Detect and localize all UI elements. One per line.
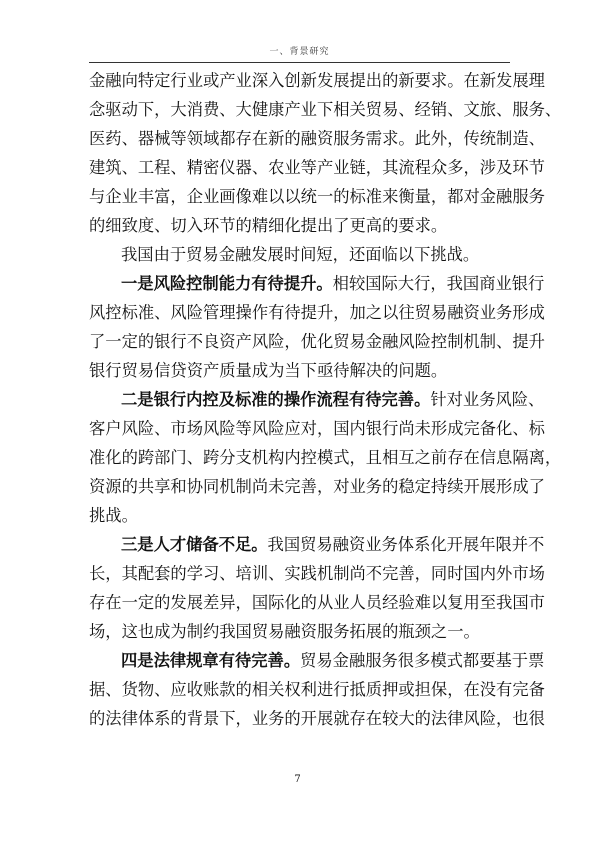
text-line <box>89 327 545 356</box>
text-line <box>89 153 545 182</box>
text-run: 客户风险、市场风险等风险应对，国内银行尚未形成完备化、标 <box>89 419 545 438</box>
text-line <box>89 66 545 95</box>
body-text <box>89 66 562 733</box>
text-run: 我国贸易融资业务体系化开展年限并不 <box>267 535 545 554</box>
text-line <box>89 559 545 588</box>
bold-lead-in: 四是法律规章有待完善。 <box>121 651 301 670</box>
paragraph <box>89 240 515 269</box>
text-line <box>89 617 515 646</box>
text-line <box>89 211 515 240</box>
text-run: 场，这也成为制约我国贸易融资服务拓展的瓶颈之一。 <box>89 622 480 641</box>
text-run: 资源的共享和协同机制尚未完善，对业务的稳定持续开展形成了 <box>89 477 545 496</box>
text-line <box>89 588 545 617</box>
text-run: 与企业丰富，企业画像难以以统一的标准来衡量，都对金融服务 <box>89 187 545 206</box>
text-line <box>89 530 545 559</box>
text-run: 金融向特定行业或产业深入创新发展提出的新要求。在新发展理 <box>89 71 545 90</box>
bold-lead-in: 一是风险控制能力有待提升。 <box>121 274 333 293</box>
text-run: 挑战。 <box>89 506 138 525</box>
text-line <box>89 269 545 298</box>
text-line <box>89 443 562 472</box>
page-number: 7 <box>294 774 301 785</box>
text-line <box>89 124 545 153</box>
text-run: 贸易金融服务很多模式都要基于票 <box>300 651 545 670</box>
text-line <box>89 385 545 414</box>
text-run: 准化的跨部门、跨分支机构内控模式，且相互之前存在信息隔离， <box>89 448 562 467</box>
paragraph <box>89 66 562 240</box>
text-run: 我国由于贸易金融发展时间短，还面临以下挑战。 <box>121 245 480 264</box>
text-run: 银行贸易信贷资产质量成为当下亟待解决的问题。 <box>89 361 448 380</box>
text-line <box>89 414 545 443</box>
running-header: 一、背景研究 <box>269 47 330 57</box>
text-line <box>89 95 562 124</box>
text-run: 针对业务风险、 <box>430 390 545 409</box>
text-run: 念驱动下，大消费、大健康产业下相关贸易、经销、文旅、服务、 <box>89 100 562 119</box>
paragraph <box>89 385 562 530</box>
text-line <box>89 646 545 675</box>
text-line <box>89 675 545 704</box>
bold-lead-in: 三是人才储备不足。 <box>121 535 268 554</box>
text-run: 风控标准、风险管理操作有待提升，加之以往贸易融资业务形成 <box>89 303 545 322</box>
text-run: 建筑、工程、精密仪器、农业等产业链，其流程众多，涉及环节 <box>89 158 545 177</box>
bold-lead-in: 二是银行内控及标准的操作流程有待完善。 <box>121 390 431 409</box>
text-line <box>89 704 545 733</box>
text-line <box>89 501 515 530</box>
text-run: 了一定的银行不良资产风险，优化贸易金融风险控制机制、提升 <box>89 332 545 351</box>
text-run: 的法律体系的背景下，业务的开展就存在较大的法律风险，也很 <box>89 709 545 728</box>
text-line <box>89 182 545 211</box>
text-line <box>89 298 545 327</box>
text-line <box>89 240 515 269</box>
text-line <box>89 472 545 501</box>
text-run: 的细致度、切入环节的精细化提出了更高的要求。 <box>89 216 448 235</box>
text-run: 长，其配套的学习、培训、实践机制尚不完善，同时国内外市场 <box>89 564 545 583</box>
text-run: 存在一定的发展差异，国际化的从业人员经验难以复用至我国市 <box>89 593 545 612</box>
paragraph <box>89 530 545 646</box>
header-rule <box>89 62 510 63</box>
text-run: 据、货物、应收账款的相关权利进行抵质押或担保，在没有完备 <box>89 680 545 699</box>
text-line <box>89 356 515 385</box>
text-run: 医药、器械等领域都存在新的融资服务需求。此外，传统制造、 <box>89 129 545 148</box>
paragraph <box>89 269 545 385</box>
paragraph <box>89 646 545 733</box>
text-run: 相较国际大行，我国商业银行 <box>332 274 545 293</box>
